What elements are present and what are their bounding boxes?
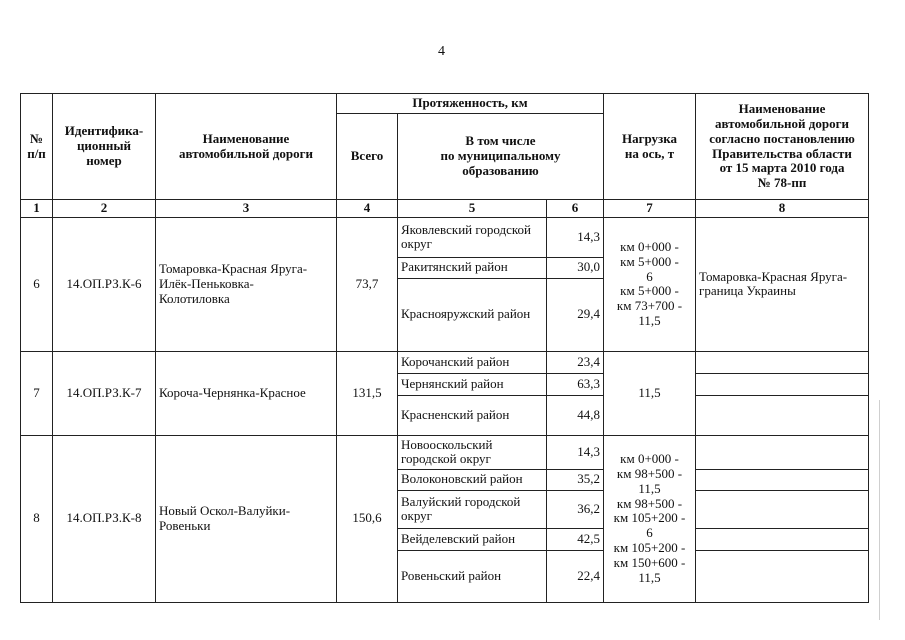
axle-load: 11,5	[604, 351, 696, 435]
road-number: 8	[21, 435, 53, 602]
col-number: 6	[547, 200, 604, 218]
table-row	[21, 351, 869, 373]
road-name: Короча-Чернянка-Красное	[156, 351, 337, 435]
page-number: 4	[438, 44, 445, 59]
road-total-km: 73,7	[337, 217, 398, 351]
district-km: 14,3	[547, 217, 604, 257]
district-km: 42,5	[547, 528, 604, 550]
district-km: 23,4	[547, 351, 604, 373]
empty-cell	[696, 490, 869, 528]
header-road-name: Наименование автомобильной дороги	[156, 94, 337, 200]
decree-road-name: Томаровка-Красная Яруга- граница Украины	[696, 217, 869, 351]
district-name: Новооскольский городской округ	[398, 435, 547, 469]
col-number: 1	[21, 200, 53, 218]
header-axle-load: Нагрузка на ось, т	[604, 94, 696, 200]
district-name: Краснояружский район	[398, 278, 547, 351]
district-name: Корочанский район	[398, 351, 547, 373]
header-ident: Идентифика- ционный номер	[53, 94, 156, 200]
district-name: Валуйский городской округ	[398, 490, 547, 528]
decree-road-name	[696, 351, 869, 373]
header-municipal: В том числе по муниципальному образованию	[398, 114, 604, 200]
road-id: 14.ОП.РЗ.К-6	[53, 217, 156, 351]
empty-cell	[696, 373, 869, 395]
column-numbers-row	[21, 200, 869, 218]
district-km: 36,2	[547, 490, 604, 528]
header-decree-name: Наименование автомобильной дороги согласно постановлению Правительства области от 15 марта 2010 года № 78-пп	[696, 94, 869, 200]
district-km: 44,8	[547, 395, 604, 435]
header-length: Протяженность, км	[337, 94, 604, 114]
col-number: 7	[604, 200, 696, 218]
table-row	[21, 435, 869, 469]
district-name: Ракитянский район	[398, 257, 547, 278]
road-id: 14.ОП.РЗ.К-8	[53, 435, 156, 602]
col-number: 3	[156, 200, 337, 218]
header-total: Всего	[337, 114, 398, 200]
scan-edge-mark	[879, 400, 880, 620]
road-name: Томаровка-Красная Яруга- Илёк-Пеньковка- Колотиловка	[156, 217, 337, 351]
header-num: № п/п	[21, 94, 53, 200]
col-number: 5	[398, 200, 547, 218]
road-number: 6	[21, 217, 53, 351]
road-id: 14.ОП.РЗ.К-7	[53, 351, 156, 435]
empty-cell	[696, 469, 869, 490]
col-number: 8	[696, 200, 869, 218]
empty-cell	[696, 528, 869, 550]
col-number: 2	[53, 200, 156, 218]
axle-load: км 0+000 - км 98+500 - 11,5 км 98+500 - км 105+200 - 6 км 105+200 - км 150+600 - 11,5	[604, 435, 696, 602]
table-row	[21, 217, 869, 257]
col-number: 4	[337, 200, 398, 218]
district-name: Ровеньский район	[398, 550, 547, 602]
road-number: 7	[21, 351, 53, 435]
district-name: Вейделевский район	[398, 528, 547, 550]
district-name: Чернянский район	[398, 373, 547, 395]
district-name: Красненский район	[398, 395, 547, 435]
decree-road-name	[696, 435, 869, 469]
axle-load: км 0+000 - км 5+000 - 6 км 5+000 - км 73+700 - 11,5	[604, 217, 696, 351]
district-name: Яковлевский городской округ	[398, 217, 547, 257]
empty-cell	[696, 395, 869, 435]
district-km: 14,3	[547, 435, 604, 469]
district-km: 35,2	[547, 469, 604, 490]
district-km: 30,0	[547, 257, 604, 278]
district-km: 63,3	[547, 373, 604, 395]
road-total-km: 150,6	[337, 435, 398, 602]
district-km: 22,4	[547, 550, 604, 602]
road-total-km: 131,5	[337, 351, 398, 435]
district-km: 29,4	[547, 278, 604, 351]
road-name: Новый Оскол-Валуйки- Ровеньки	[156, 435, 337, 602]
roads-register-table	[20, 93, 869, 603]
header-row-1	[21, 94, 869, 114]
district-name: Волоконовский район	[398, 469, 547, 490]
empty-cell	[696, 550, 869, 602]
